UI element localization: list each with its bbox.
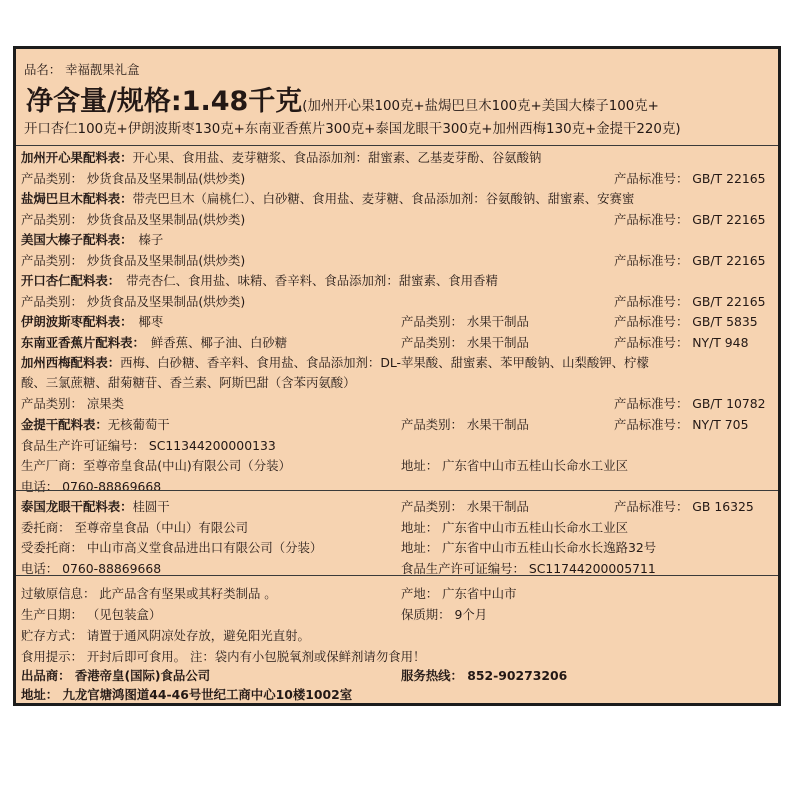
distributor-address: 地址： 九龙官塘鸿图道44-46号世纪工商中心10楼1002室 [21, 687, 353, 702]
raisin-category: 产品类别： 水果干制品 [401, 417, 529, 432]
raisin-row [21, 417, 170, 433]
contents-line2: 开口杏仁100克+伊朗波斯枣130克+东南亚香蕉片300克+泰国龙眼干300克+加州西梅130克+金提干220克) [24, 122, 681, 137]
pistachio-standard: 产品标准号： GB/T 22165 [614, 171, 766, 186]
divider [16, 145, 778, 146]
apricot-row [21, 273, 498, 289]
client-address: 地址： 广东省中山市五桂山长命水工业区 [401, 520, 628, 535]
longan-ingredients: 桂圆干 [132, 499, 170, 514]
date-category: 产品类别： 水果干制品 [401, 314, 529, 329]
producer-address: 地址： 广东省中山市五桂山长命水工业区 [401, 458, 628, 473]
origin: 产地： 广东省中山市 [401, 586, 517, 601]
production-date: 生产日期： （见包装盒） [21, 607, 162, 622]
net-weight-title [26, 85, 659, 124]
apricot-category: 产品类别： 炒货食品及坚果制品(烘炒类) [21, 294, 246, 309]
pistachio-row [21, 150, 541, 166]
pistachio-ingredients: 开心果、食用盐、麦芽糖浆、食品添加剂：甜蜜素、乙基麦芽酚、谷氨酸钠 [132, 150, 542, 165]
apricot-ingredients: 带壳杏仁、食用盐、味精、香辛料、食品添加剂：甜蜜素、食用香精 [126, 273, 498, 288]
banana-standard: 产品标准号： NY/T 948 [614, 335, 749, 350]
producer: 生产厂商：至尊帝皇食品(中山)有限公司（分装） [21, 458, 291, 473]
prune-label: 加州西梅配料表： [21, 355, 121, 370]
apricot-standard: 产品标准号： GB/T 22165 [614, 294, 766, 309]
raisin-label: 金提干配料表： [21, 417, 108, 432]
hazelnut-row [21, 232, 163, 248]
contractor: 受委托商： 中山市高义堂食品进出口有限公司（分装） [21, 540, 323, 555]
raisin-standard: 产品标准号： NY/T 705 [614, 417, 749, 432]
hotline: 服务热线： 852-90273206 [401, 668, 568, 683]
date-ingredients: 椰枣 [138, 314, 164, 329]
prune-category: 产品类别： 凉果类 [21, 396, 125, 411]
hazelnut-category: 产品类别： 炒货食品及坚果制品(烘炒类) [21, 253, 246, 268]
prune-standard: 产品标准号： GB/T 10782 [614, 396, 766, 411]
hazelnut-standard: 产品标准号： GB/T 22165 [614, 253, 766, 268]
phone-1: 电话： 0760-88869668 [21, 479, 162, 494]
almond-standard: 产品标准号： GB/T 22165 [614, 212, 766, 227]
almond-label: 盐焗巴旦木配料表： [21, 191, 133, 206]
contents-line1: (加州开心果100克+盐焗巴旦木100克+美国大榛子100克+ [302, 99, 659, 114]
banana-ingredients: 鲜香蕉、椰子油、白砂糖 [150, 335, 288, 350]
client: 委托商： 至尊帝皇食品（中山）有限公司 [21, 520, 248, 535]
contractor-address: 地址： 广东省中山市五桂山长命水长逸路32号 [401, 540, 657, 555]
banana-label-text: 东南亚香蕉片配料表： [21, 335, 145, 350]
phone-2: 电话： 0760-88869668 [21, 561, 162, 576]
raisin-ingredients: 无核葡萄干 [107, 417, 170, 432]
apricot-label: 开口杏仁配料表： [21, 273, 121, 288]
date-label-text: 伊朗波斯枣配料表： [21, 314, 133, 329]
storage: 贮存方式： 请置于通风阴凉处存放，避免阳光直射。 [21, 628, 310, 643]
date-label [21, 314, 163, 330]
divider [16, 575, 778, 576]
hazelnut-ingredients: 榛子 [138, 232, 164, 247]
longan-standard: 产品标准号： GB 16325 [614, 499, 754, 514]
pistachio-category: 产品类别： 炒货食品及坚果制品(烘炒类) [21, 171, 246, 186]
eating-tips: 食用提示： 开封后即可食用。 注：袋内有小包脱氧剂或保鲜剂请勿食用！ [21, 649, 426, 664]
almond-category: 产品类别： 炒货食品及坚果制品(烘炒类) [21, 212, 246, 227]
prune-ingredients: 西梅、白砂糖、香辛料、食用盐、食品添加剂：DL-苹果酸、甜蜜素、苯甲酸钠、山梨酸钾、柠檬 [120, 355, 649, 370]
longan-label: 泰国龙眼干配料表： [21, 499, 133, 514]
food-label-panel [13, 46, 781, 706]
banana-label [21, 335, 287, 351]
prune-ingredients-2: 酸、三氯蔗糖、甜菊糖苷、香兰素、阿斯巴甜（含苯丙氨酸） [21, 375, 356, 390]
product-name: 品名： 幸福靓果礼盒 [24, 62, 140, 77]
date-standard: 产品标准号： GB/T 5835 [614, 314, 758, 329]
net-weight-label: 净含量/规格:1.48千克 [26, 86, 303, 117]
divider [16, 490, 778, 491]
shelf-life: 保质期： 9个月 [401, 607, 488, 622]
almond-ingredients: 带壳巴旦木（扁桃仁）、白砂糖、食用盐、麦芽糖、食品添加剂：谷氨酸钠、甜蜜素、安赛蜜 [132, 191, 635, 206]
longan-category: 产品类别： 水果干制品 [401, 499, 529, 514]
license-number-2: 食品生产许可证编号： SC11744200005711 [401, 561, 656, 576]
pistachio-label: 加州开心果配料表： [21, 150, 133, 165]
prune-row [21, 355, 649, 371]
distributor: 出品商： 香港帝皇(国际)食品公司 [21, 668, 211, 683]
hazelnut-label: 美国大榛子配料表： [21, 232, 133, 247]
allergen-info: 过敏原信息： 此产品含有坚果或其籽类制品 。 [21, 586, 277, 601]
banana-category: 产品类别： 水果干制品 [401, 335, 529, 350]
license-number-1: 食品生产许可证编号： SC11344200000133 [21, 438, 276, 453]
longan-row [21, 499, 170, 515]
almond-row [21, 191, 634, 207]
